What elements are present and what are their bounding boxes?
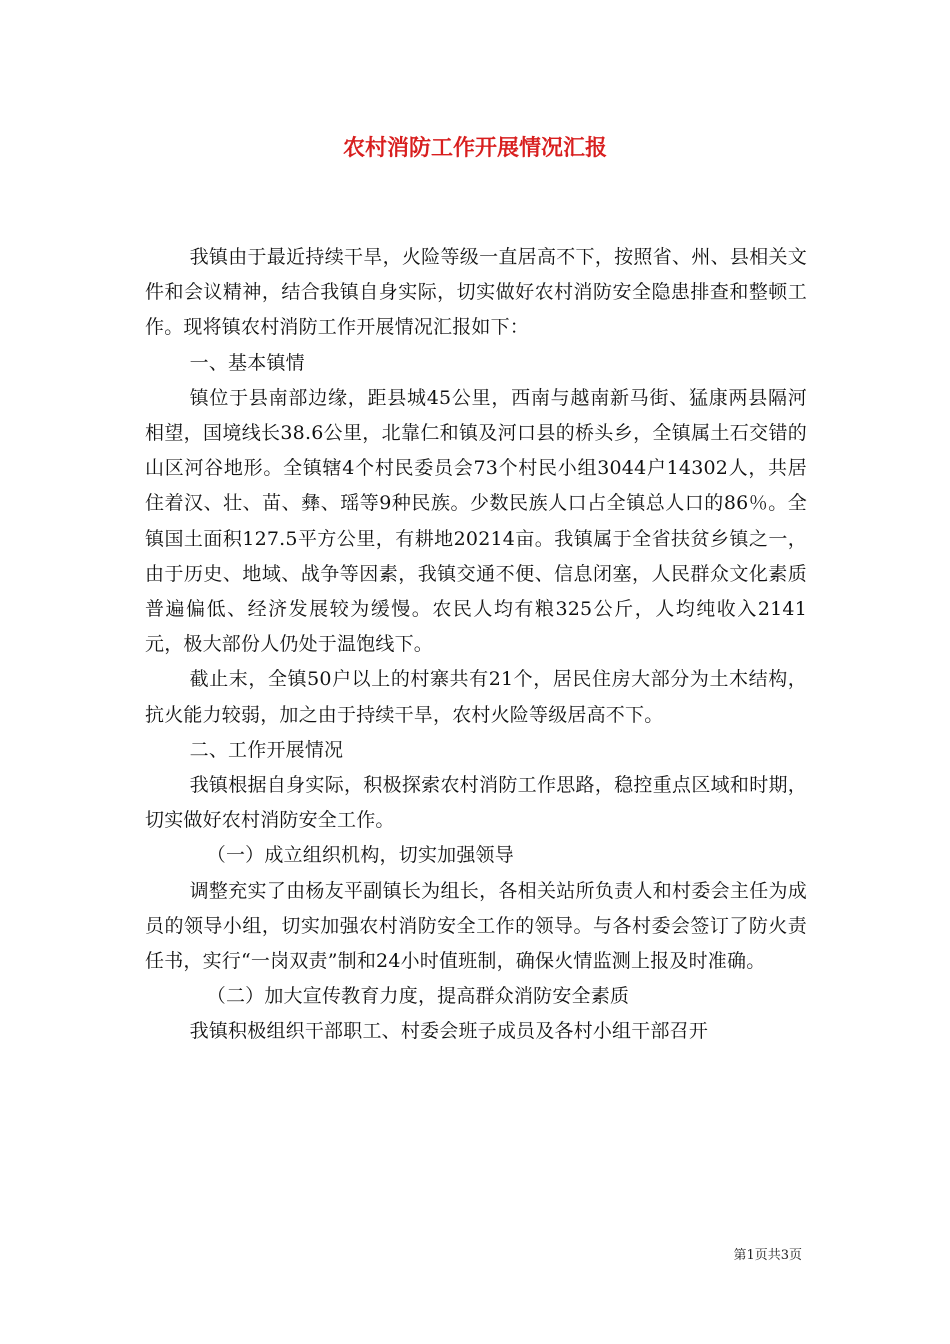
document-title: 农村消防工作开展情况汇报 [342,135,607,161]
organization-paragraph: 调整充实了由杨友平副镇长为组长，各相关站所负责人和村委会主任为成员的领导小组，切实加强农村消防安全工作的领导。与各村委会签订了防火责任书，实行“一岗双责”制和24小时值班制，确保火情监测上报及时准确。 [145,879,807,973]
subsection-heading-publicity: （二）加大宣传教育力度，提高群众消防安全素质 [206,985,630,1008]
village-status-paragraph: 截止末，全镇50户以上的村寨共有21个，居民住房大部分为土木结构，抗火能力较弱，加之由于持续干旱，农村火险等级居高不下。 [145,668,807,726]
subsection-heading-organization: （一）成立组织机构，切实加强领导 [206,844,514,867]
work-progress-paragraph: 我镇根据自身实际，积极探索农村消防工作思路，稳控重点区域和时期，切实做好农村消防安全工作。 [145,774,807,832]
document-body [145,240,807,1050]
intro-paragraph: 我镇由于最近持续干旱，火险等级一直居高不下，按照省、州、县相关文件和会议精神，结合我镇自身实际，切实做好农村消防安全隐患排查和整顿工作。现将镇农村消防工作开展情况汇报如下： [145,246,807,339]
section-heading-work-progress: 二、工作开展情况 [189,738,344,761]
basic-info-paragraph: 镇位于县南部边缘，距县城45公里，西南与越南新马街、猛康两县隔河相望，国境线长38.6公里，北靠仁和镇及河口县的桥头乡，全镇属土石交错的山区河谷地形。全镇辖4个村民委员会73个村民小组3044户14302人，共居住着汉、壮、苗、彝、瑶等9种民族。少数民族人口占全镇总人口的86％。全镇国土面积127.5平方公里，有耕地20214亩。我镇属于全省扶贫乡镇之一，由于历史、地域、战争等因素，我镇交通不便、信息闭塞，人民群众文化素质普遍偏低、经济发展较为缓慢。农民人均有粮325公斤，人均纯收入2141元，极大部份人仍处于温饱线下。 [145,386,807,656]
page-number: 第1页共3页 [733,1248,802,1263]
publicity-paragraph: 我镇积极组织干部职工、村委会班子成员及各村小组干部召开 [189,1020,709,1043]
section-heading-basic-info: 一、基本镇情 [189,351,305,374]
